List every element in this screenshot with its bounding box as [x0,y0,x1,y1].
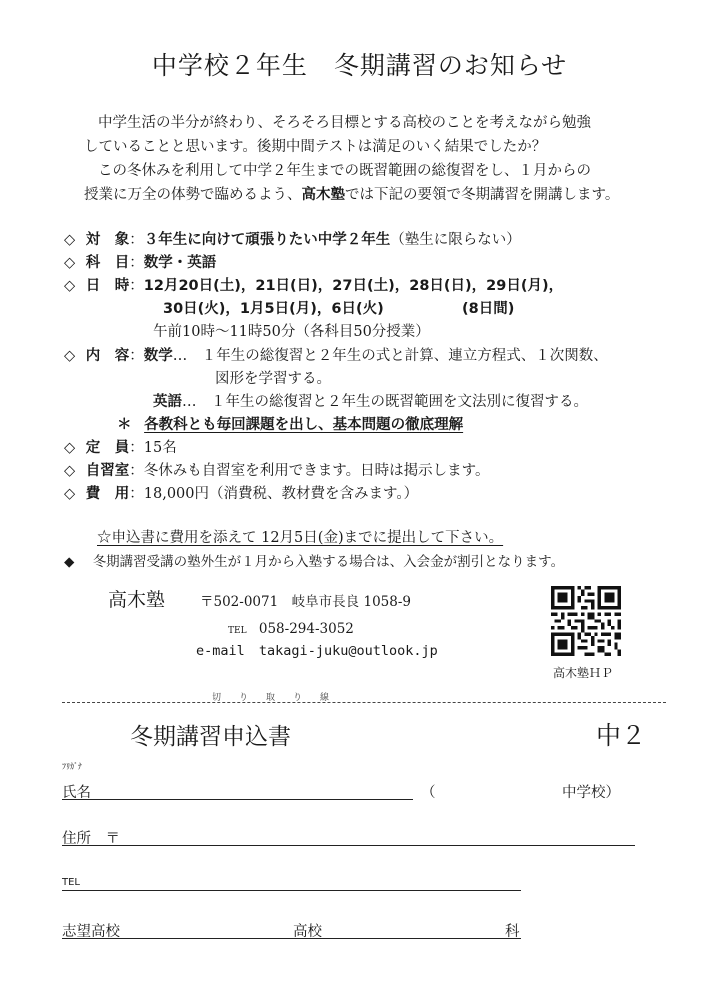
school-label: 中学校） [562,785,620,801]
dept-label: 科 [505,924,520,940]
school-paren-open: （ [421,785,436,801]
entry-note-row [64,550,564,570]
target-label: 対 象 [85,232,130,248]
bullet-icon: ◇ [64,348,76,364]
math-text-2: 図形を学習する。 [215,371,331,387]
separator: ： [129,255,144,271]
dates-line-2: 30日(火)，1月5日(月)，6日(火) [163,301,384,317]
bullet-icon: ◇ [64,232,76,248]
furigana-label: ﾌﾘｶﾞﾅ [62,762,82,771]
form-grade: 中２ [596,721,647,750]
english-label: 英語 [153,394,182,410]
intro-line-4 [84,183,619,204]
form-title: 冬期講習申込書 [130,724,291,750]
qr-caption: 高木塾ＨＰ [553,666,614,680]
intro-text: 授業に万全の体勢で臨めるよう、 [84,187,302,203]
diamond-icon: ◆ [64,554,75,570]
bullet-icon: ◇ [64,486,76,502]
target-school-field[interactable] [62,938,521,939]
school-email-row [196,643,438,659]
item-fee [64,482,418,503]
school-name: 高木塾 [108,589,166,611]
name-label: 氏名 [62,785,91,801]
dates-line-1: 12月20日(土)，21日(日)，27日(土)，28日(日)，29日(月)， [143,278,564,294]
item-capacity [64,436,177,457]
deadline-notice: ☆申込書に費用を添えて 12月5日(金)までに提出して下さい。 [97,530,504,546]
separator: ： [129,348,144,364]
bullet-icon: ◇ [64,255,76,271]
page-title: 中学校２年生 冬期講習のお知らせ [151,51,568,80]
note-mark: ＊ [117,417,132,433]
intro-text-end: では下記の要領で冬期講習を開講します。 [345,187,620,203]
school-address: 〒502-0071 岐阜市長良 1058-9 [200,594,411,610]
bullet-icon: ◇ [64,278,76,294]
school-name-inline: 高木塾 [301,186,345,203]
english-text: … １年生の総復習と２年生の既習範囲を文法別に復習する。 [182,394,588,410]
note-text: 各教科とも毎回課題を出し、基本問題の徹底理解 [144,417,464,433]
name-field[interactable] [62,799,413,800]
math-text: … １年生の総復習と２年生の式と計算、連立方程式、１次関数、 [172,348,608,364]
item-study-room [64,459,489,480]
separator: ： [129,278,144,294]
item-subject [64,251,216,272]
content-label: 内 容 [85,348,130,364]
intro-line-2: していることと思います。後期中間テストは満足のいく結果でしたか？ [84,139,547,155]
target-value: ３年生に向けて頑張りたい中学２年生 [143,232,391,248]
separator: ： [129,440,144,456]
address-field[interactable] [62,845,635,846]
school-tel: 058-294-3052 [258,621,354,637]
bullet-icon: ◇ [64,463,76,479]
cut-line-label: 切 り 取 り 線 [212,693,330,703]
email-label: e-mail [196,643,245,659]
separator: ： [129,463,144,479]
note-row [117,413,463,434]
target-note: （塾生に限らない） [390,232,521,248]
capacity-value: 15名 [143,440,177,456]
school-email: takagi-juku@outlook.jp [258,643,438,659]
fee-value: 18,000円（消費税、教材費を含みます。） [143,486,419,502]
bullet-icon: ◇ [64,440,76,456]
dates-count: (8日間) [462,301,515,317]
capacity-label: 定 員 [85,440,130,456]
high-school-label: 高校 [293,924,322,940]
study-room-value: 冬休みも自習室を利用できます。日時は掲示します。 [143,463,490,479]
separator: ： [129,486,144,502]
tel-field-label: TEL [62,877,80,888]
intro-line-3: この冬休みを利用して中学２年生までの既習範囲の総復習をし、１月からの [98,163,591,179]
subject-label: 科 目 [85,255,130,271]
study-room-label: 自習室 [85,463,130,479]
dates-time: 午前10時～11時50分（各科目50分授業） [153,324,430,340]
intro-line-1: 中学生活の半分が終わり、そろそろ目標とする高校のことを考えながら勉強 [98,115,591,131]
target-school-label: 志望高校 [62,924,120,940]
item-content [64,344,608,365]
english-row [153,390,588,411]
tel-label: TEL [228,626,247,636]
fee-label: 費 用 [85,486,130,502]
item-dates [64,274,563,295]
separator: ： [129,232,144,248]
cut-line [62,702,666,703]
entry-note: 冬期講習受講の塾外生が１月から入塾する場合は、入会金が割引となります。 [92,554,565,570]
dates-label: 日 時 [85,278,130,294]
school-tel-row [228,621,354,637]
qr-code-icon[interactable] [551,586,621,656]
address-label: 住所 〒 [62,831,120,847]
item-target [64,228,521,249]
subject-value: 数学・英語 [143,255,217,271]
math-label: 数学 [143,348,173,364]
tel-field[interactable] [62,890,521,891]
